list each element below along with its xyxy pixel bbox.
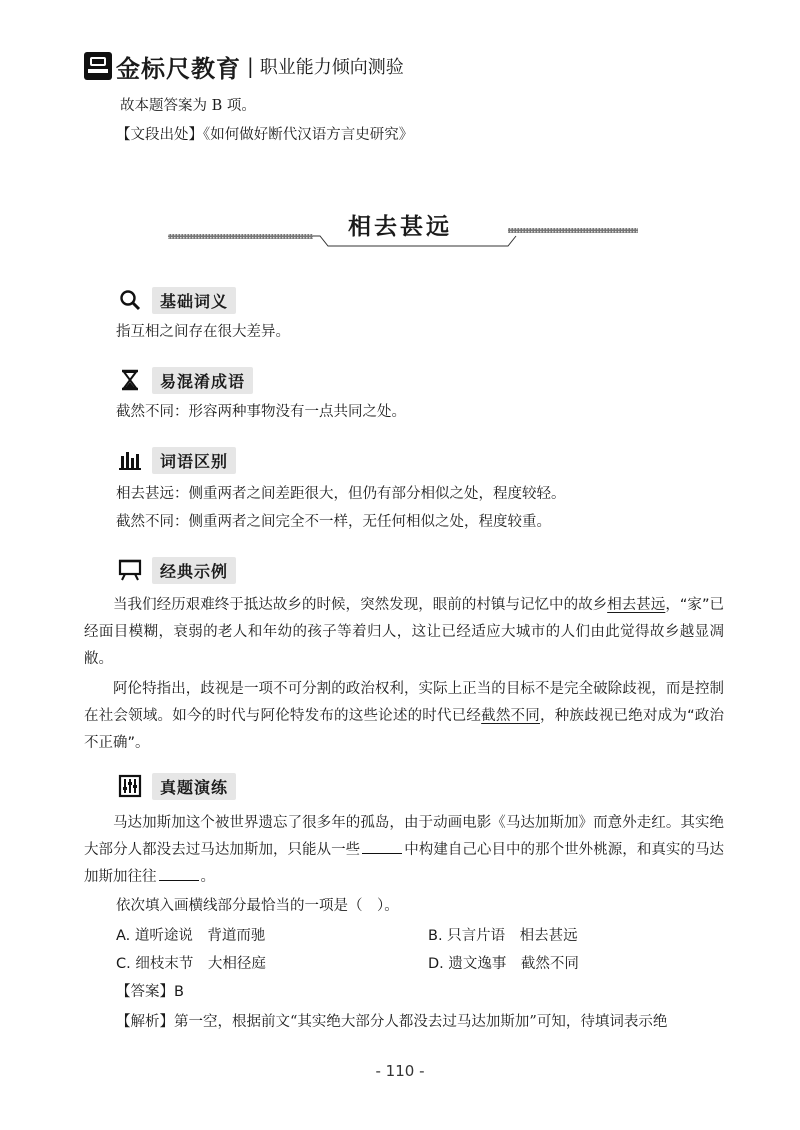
title-decoration [168, 222, 638, 252]
question-prompt: 依次填入画横线部分最恰当的一项是（ ）。 [116, 898, 399, 914]
brand-name: 金标尺教育 [116, 54, 241, 83]
section-examples-label: 经典示例 [152, 557, 236, 584]
analysis-label: 【解析】 [116, 1014, 174, 1030]
section-confusable-label: 易混淆成语 [152, 367, 253, 394]
difference-line-2: 截然不同：侧重两者之间完全不一样，无任何相似之处，程度较重。 [116, 514, 551, 530]
analysis-text: 第一空，根据前文“其实绝大部分人都没去过马达加斯加”可知，待填词表示绝 [174, 1014, 668, 1030]
idiom-title: 相去甚远 [348, 213, 452, 240]
example-paragraph-1 [84, 592, 724, 673]
section-examples-header [116, 556, 236, 584]
section-meaning-label: 基础词义 [152, 287, 236, 314]
confusable-text: 截然不同：形容两种事物没有一点共同之处。 [116, 404, 406, 420]
hourglass-icon [116, 366, 144, 394]
brand-logo-icon [84, 52, 112, 80]
example-2-text-c: ，种族歧视已绝对成为“政治不正确”。 [84, 708, 725, 751]
practice-question [84, 810, 724, 891]
source-line [116, 125, 413, 145]
example-2-idiom: 截然不同 [481, 708, 540, 724]
answer-line: 故本题答案为 B 项。 [120, 98, 256, 114]
section-practice-header [116, 772, 236, 800]
option-a: A. 道听途说 背道而驰 [116, 928, 266, 944]
equalizer-icon [116, 772, 144, 800]
meaning-text: 指互相之间存在很大差异。 [116, 324, 290, 340]
difference-line-1: 相去甚远：侧重两者之间差距很大，但仍有部分相似之处，程度较轻。 [116, 486, 566, 502]
page-number: - 110 - [375, 1062, 425, 1080]
question-text-a: 马达加斯加这个被世界遗忘了很多年的孤岛，由于动画电影《马达加斯加》而意外走红。其实绝大部分人都没去过马达加斯加，只能从一些 [84, 815, 724, 858]
section-meaning-header [116, 286, 236, 314]
example-1-text-a: 当我们经历艰难终于抵达故乡的时候，突然发现，眼前的村镇与记忆中的故乡 [113, 597, 608, 613]
header-subtitle: 职业能力倾向测验 [259, 57, 404, 78]
page-header [84, 50, 404, 82]
source-title: 《如何做好断代汉语方言史研究》 [203, 127, 414, 143]
bar-chart-icon [116, 446, 144, 474]
example-2-text-a: 阿伦特指出，歧视是一项不可分割的政治权利，实际上正当的目标不是完全破除歧视，而是控制在社会领域。如今的时代与阿伦特发布的这些论述的时代已经 [84, 681, 724, 724]
example-1-idiom: 相去甚远 [607, 597, 666, 613]
presentation-board-icon [116, 556, 144, 584]
section-difference-label: 词语区别 [152, 447, 236, 474]
section-difference-header [116, 446, 236, 474]
section-practice-label: 真题演练 [152, 773, 236, 800]
search-icon [116, 286, 144, 314]
section-confusable-header [116, 366, 253, 394]
question-text-b: 中构建自己心目中的那个世外桃源，和真实的马达加斯加往往 [84, 842, 725, 885]
option-b: B. 只言片语 相去甚远 [428, 928, 578, 944]
example-paragraph-2 [84, 676, 724, 757]
analysis-line [116, 1012, 667, 1032]
header-separator: | [247, 54, 254, 78]
blank-1 [362, 852, 402, 854]
source-label: 【文段出处】 [116, 127, 203, 143]
option-d: D. 遗文逸事 截然不同 [428, 956, 579, 972]
answer-text: 【答案】B [116, 984, 184, 1000]
example-1-text-c: ，“家”已经面目模糊，衰弱的老人和年幼的孩子等着归人，这让已经适应大城市的人们由此觉得故乡越显凋敝。 [84, 597, 724, 667]
question-text-c: 。 [200, 869, 215, 885]
blank-2 [159, 879, 199, 881]
option-c: C. 细枝末节 大相径庭 [116, 956, 266, 972]
